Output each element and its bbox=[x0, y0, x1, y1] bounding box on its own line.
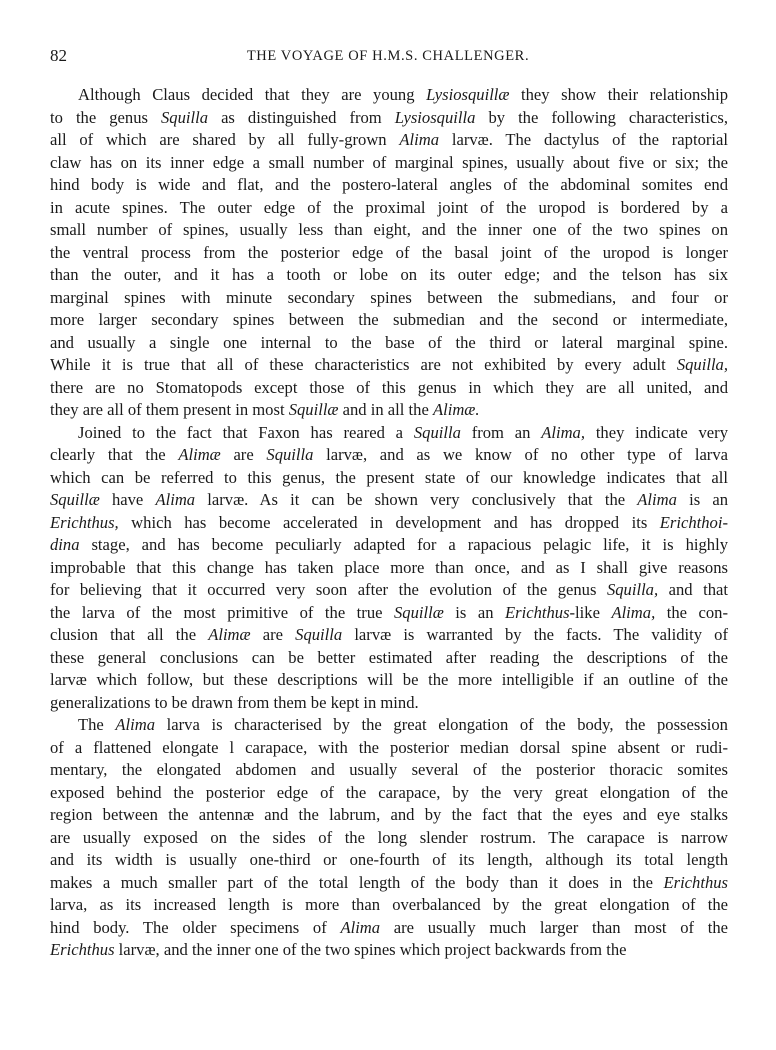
text-run: makes a much smaller part of the total length of the body than it does in the bbox=[50, 872, 664, 892]
text-line bbox=[50, 804, 728, 827]
text-run: mentary, the elongated abdomen and usually several of the posterior thoracic somites bbox=[50, 760, 728, 779]
italic-term: Alima bbox=[399, 130, 440, 149]
text-run: of a flattened elongate l carapace, with the posterior median dorsal spine absent or rudi- bbox=[50, 737, 728, 757]
text-line bbox=[50, 827, 728, 850]
text-line bbox=[50, 242, 728, 265]
text-line bbox=[50, 534, 728, 557]
text-run: larvæ, and the inner one of the two spines which project backwards from the bbox=[114, 940, 627, 959]
text-line bbox=[50, 84, 728, 107]
text-run: generalizations to be drawn from them be kept in mind. bbox=[50, 692, 419, 712]
text-run: and in all the bbox=[338, 400, 433, 419]
text-line bbox=[50, 377, 728, 400]
italic-term: Squillæ bbox=[393, 602, 444, 622]
text-run: they are all of them present in most bbox=[50, 400, 289, 419]
paragraph bbox=[50, 84, 728, 422]
text-line bbox=[50, 219, 728, 242]
italic-term: Squilla bbox=[413, 422, 461, 442]
text-run: larvæ, and as we know of no other type of larva bbox=[313, 445, 728, 464]
text-run: larvæ which follow, but these descriptions will be the more intelligible if an outline of the bbox=[50, 670, 728, 689]
text-line bbox=[50, 759, 728, 782]
text-line bbox=[50, 264, 728, 287]
text-run: small number of spines, usually less than eight, and the inner one of the two spines on bbox=[50, 220, 728, 239]
text-line bbox=[50, 714, 728, 737]
text-line bbox=[50, 489, 728, 512]
text-run: have bbox=[99, 490, 156, 509]
text-run: the larva of the most primitive of the true bbox=[50, 602, 394, 622]
text-run: Joined to the fact that Faxon has reared a bbox=[78, 422, 414, 442]
text-run: exposed behind the posterior edge of the carapace, by the very great elongation of the bbox=[50, 782, 728, 802]
italic-term: Squillæ bbox=[288, 400, 339, 419]
text-run: these general conclusions can be better estimated after reading the descriptions of the bbox=[50, 647, 728, 667]
text-line bbox=[50, 287, 728, 310]
italic-term: Squilla, bbox=[606, 580, 659, 599]
text-line bbox=[50, 197, 728, 220]
text-run: are usually exposed on the sides of the long slender rostrum. The carapace is narrow bbox=[50, 827, 728, 847]
text-line bbox=[50, 467, 728, 490]
italic-term: Alimæ. bbox=[432, 400, 480, 419]
text-line bbox=[50, 354, 728, 377]
text-line bbox=[50, 579, 728, 602]
text-run: more larger secondary spines between the submedian and the second or intermediate, bbox=[50, 310, 728, 329]
text-run: all of which are shared by all fully-grown bbox=[50, 130, 400, 149]
italic-term: Lysiosquillæ bbox=[426, 85, 510, 104]
text-run: stage, and has become peculiarly adapted for a rapacious pelagic life, it is highly bbox=[79, 535, 728, 554]
text-run: -like bbox=[569, 602, 612, 622]
text-line bbox=[50, 602, 728, 625]
text-run: larva, as its increased length is more than overbalanced by the great elongation of the bbox=[50, 895, 728, 914]
text-run: Although Claus decided that they are young bbox=[78, 85, 427, 104]
text-run: is an bbox=[443, 602, 505, 622]
italic-term: Alima bbox=[115, 715, 156, 734]
text-run: clearly that the bbox=[50, 445, 179, 464]
italic-term: dina bbox=[50, 535, 80, 554]
italic-term: Squillæ bbox=[50, 490, 100, 509]
italic-term: Alimæ bbox=[208, 625, 251, 644]
text-run: which can be referred to this genus, the present state of our knowledge indicates that all bbox=[50, 467, 728, 487]
text-run: improbable that this change has taken place more than once, and as I shall give reasons bbox=[50, 557, 728, 577]
text-line bbox=[50, 422, 728, 445]
italic-term: Erichthus bbox=[505, 602, 570, 622]
text-line bbox=[50, 872, 728, 895]
text-line bbox=[50, 129, 728, 152]
text-line bbox=[50, 174, 728, 197]
text-run: which has become accelerated in development and has dropped its bbox=[118, 512, 660, 532]
text-run: and that bbox=[658, 580, 729, 599]
italic-term: Squilla, bbox=[676, 355, 728, 374]
text-line bbox=[50, 107, 728, 130]
italic-term: Alimæ bbox=[178, 445, 221, 464]
text-run: they show their relationship bbox=[509, 85, 728, 104]
text-run: by the following characteristics, bbox=[475, 107, 728, 127]
text-line bbox=[50, 512, 728, 535]
text-run: hind body is wide and flat, and the postero-lateral angles of the abdominal somites end bbox=[50, 175, 728, 194]
text-run: they indicate very bbox=[585, 422, 728, 442]
text-line bbox=[50, 557, 728, 580]
text-line bbox=[50, 332, 728, 355]
text-line bbox=[50, 692, 728, 715]
text-run: as distinguished from bbox=[208, 107, 395, 127]
text-run: claw has on its inner edge a small number of marginal spines, usually about five or six; the bbox=[50, 152, 728, 172]
text-line bbox=[50, 444, 728, 467]
text-run: in acute spines. The outer edge of the proximal joint of the uropod is bordered by a bbox=[50, 197, 728, 217]
italic-term: Squilla bbox=[266, 445, 314, 464]
text-line bbox=[50, 669, 728, 692]
text-run: larvæ is warranted by the facts. The validity of bbox=[342, 625, 728, 644]
text-run: the ventral process from the posterior edge of the basal joint of the uropod is longer bbox=[50, 242, 728, 262]
text-run: While it is true that all of these characteristics are not exhibited by every adult bbox=[50, 355, 677, 374]
running-title: THE VOYAGE OF H.M.S. CHALLENGER. bbox=[246, 48, 530, 64]
text-run: from an bbox=[460, 422, 542, 442]
text-line bbox=[50, 849, 728, 872]
text-line bbox=[50, 624, 728, 647]
text-run: larvæ. The dactylus of the raptorial bbox=[439, 130, 728, 149]
text-run: The bbox=[78, 715, 116, 734]
text-line bbox=[50, 782, 728, 805]
text-line bbox=[50, 152, 728, 175]
text-run: clusion that all the bbox=[50, 625, 209, 644]
page-header bbox=[50, 44, 726, 68]
text-line bbox=[50, 399, 728, 422]
text-run: the con- bbox=[655, 602, 728, 622]
italic-term: Erichthus bbox=[50, 940, 115, 959]
text-run: marginal spines with minute secondary spines between the submedians, and four or bbox=[50, 287, 728, 307]
text-run: larva is characterised by the great elongation of the body, the possession bbox=[155, 715, 728, 734]
italic-term: Alima, bbox=[541, 422, 586, 442]
italic-term: Erichthoi- bbox=[659, 512, 728, 532]
text-run: and usually a single one internal to the base of the third or lateral marginal spine. bbox=[50, 332, 728, 352]
text-run: are usually much larger than most of the bbox=[380, 917, 729, 937]
text-run: and its width is usually one-third or one-fourth of its length, although its total length bbox=[50, 850, 728, 869]
page-number: 82 bbox=[50, 46, 67, 65]
italic-term: Squilla bbox=[295, 625, 343, 644]
text-line bbox=[50, 939, 728, 962]
paragraph bbox=[50, 714, 728, 962]
text-run: than the outer, and it has a tooth or lobe on its outer edge; and the telson has six bbox=[50, 265, 728, 284]
italic-term: Alima bbox=[340, 917, 381, 937]
italic-term: Alima bbox=[155, 490, 196, 509]
text-run: are bbox=[250, 625, 296, 644]
italic-term: Lysiosquilla bbox=[394, 107, 476, 127]
italic-term: Alima, bbox=[611, 602, 656, 622]
text-run: region between the antennæ and the labrum, and by the fact that the eyes and eye stalks bbox=[50, 805, 728, 824]
text-line bbox=[50, 309, 728, 332]
text-run: there are no Stomatopods except those of this genus in which they are all united, and bbox=[50, 377, 728, 397]
text-line bbox=[50, 737, 728, 760]
text-run: larvæ. As it can be shown very conclusively that the bbox=[195, 490, 638, 509]
italic-term: Alima bbox=[637, 490, 677, 509]
text-run: is an bbox=[676, 490, 729, 509]
text-run: are bbox=[220, 445, 267, 464]
italic-term: Erichthus bbox=[663, 872, 728, 892]
text-run: for believing that it occurred very soon after the evolution of the genus bbox=[50, 580, 607, 599]
text-line bbox=[50, 917, 728, 940]
text-line bbox=[50, 894, 728, 917]
paragraph bbox=[50, 422, 728, 715]
text-run: hind body. The older specimens of bbox=[50, 917, 341, 937]
text-line bbox=[50, 647, 728, 670]
body-text bbox=[50, 84, 728, 962]
text-run: to the genus bbox=[50, 107, 161, 127]
italic-term: Squilla bbox=[161, 107, 209, 127]
italic-term: Erichthus, bbox=[50, 512, 119, 532]
